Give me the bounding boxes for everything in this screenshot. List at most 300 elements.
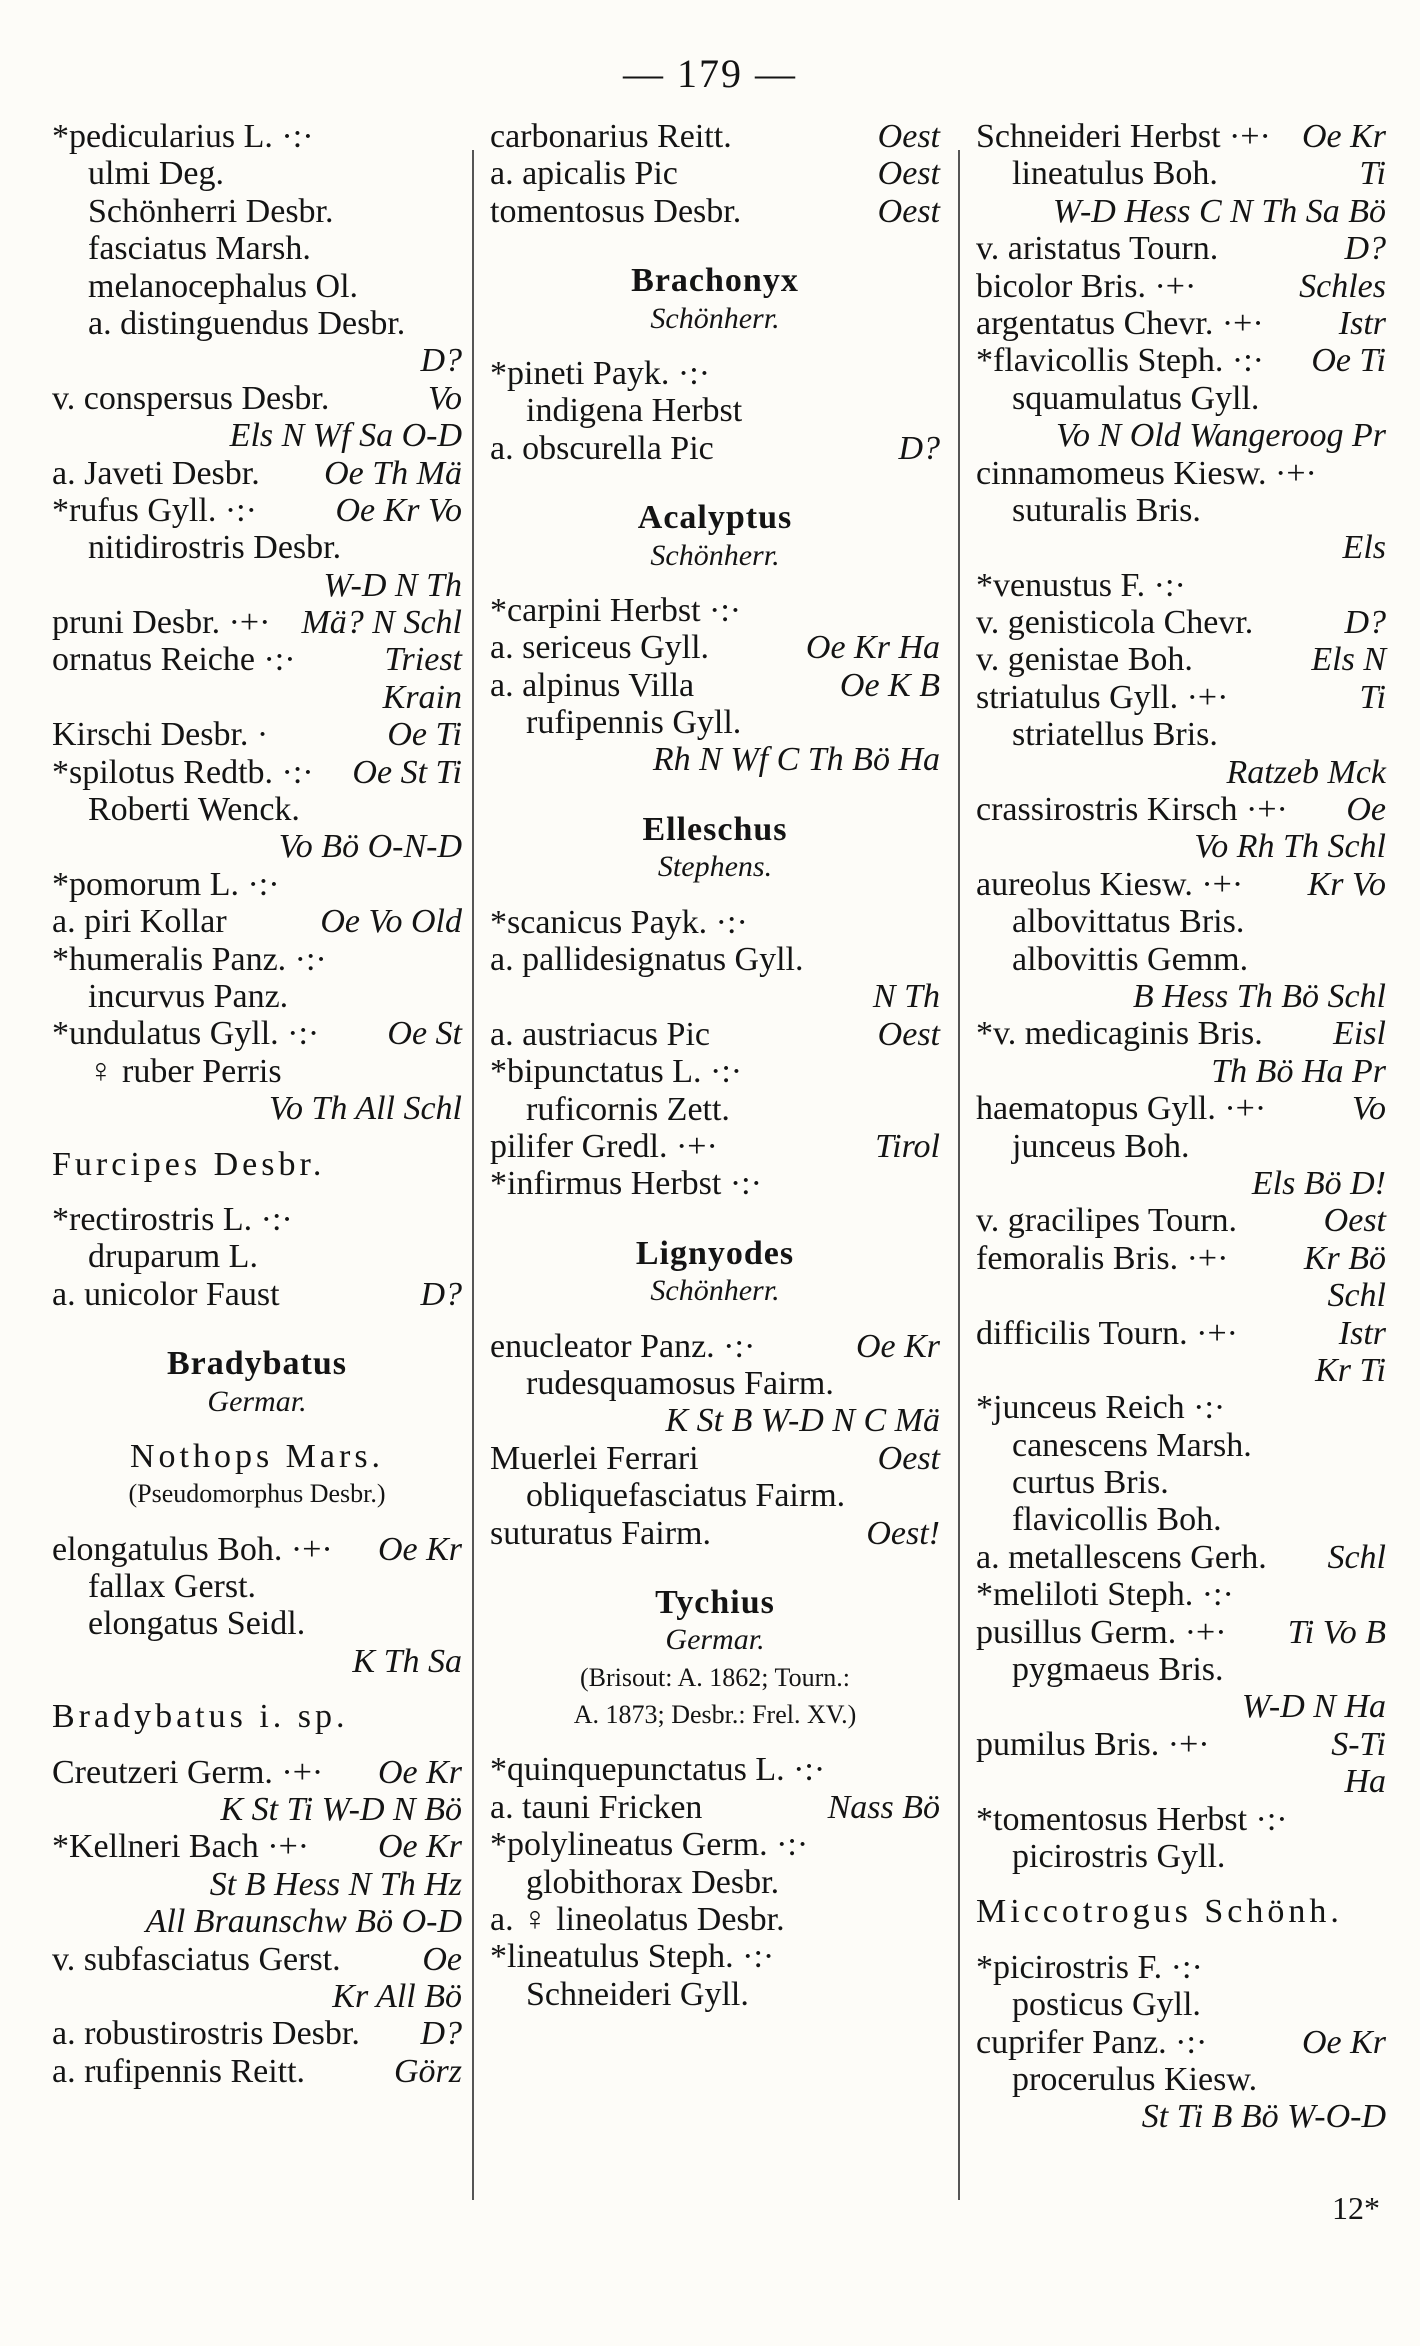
distribution-code: Oe Kr <box>377 1530 462 1568</box>
genus-author <box>490 537 940 574</box>
species-entry <box>490 592 940 629</box>
subgenus-heading <box>52 1438 462 1475</box>
distribution-code: Istr <box>1338 304 1386 342</box>
spacer <box>490 886 940 904</box>
genus-heading <box>52 1345 462 1382</box>
species-entry <box>976 1576 1386 1613</box>
species-entry <box>52 604 462 641</box>
line-text: cinnamomeus Kiesw. ·+· <box>976 454 1317 492</box>
line-text: junceus Boh. <box>1012 1127 1190 1165</box>
species-entry <box>490 355 940 392</box>
species-entry <box>976 941 1386 978</box>
species-entry <box>490 430 940 467</box>
species-entry <box>976 1838 1386 1875</box>
line-text: suturalis Bris. <box>1012 491 1201 529</box>
line-text: *bipunctatus L. ·:· <box>490 1053 743 1091</box>
species-entry <box>976 455 1386 492</box>
species-entry <box>976 268 1386 305</box>
line-text: a. tauni Fricken <box>490 1788 703 1826</box>
species-entry <box>490 941 940 978</box>
distribution-code: Mä? N Schl <box>301 604 462 642</box>
line-text: Germar. <box>207 1384 307 1418</box>
line-text: Rh N Wf C Th Bö Ha <box>652 741 940 779</box>
species-entry <box>976 1464 1386 1501</box>
line-text: posticus Gyll. <box>1012 1986 1201 2024</box>
spacer <box>52 1128 462 1146</box>
distribution-line <box>976 193 1386 230</box>
distribution-code: Schles <box>1299 267 1386 305</box>
species-entry <box>52 754 462 791</box>
distribution-line <box>976 1763 1386 1800</box>
line-text: a. austriacus Pic <box>490 1015 710 1053</box>
species-entry <box>976 1949 1386 1986</box>
species-entry <box>490 1365 940 1402</box>
subgenus-heading <box>976 1893 1386 1930</box>
line-text: obliquefasciatus Fairm. <box>526 1477 846 1515</box>
line-text: St Ti B Bö W-O-D <box>1141 2098 1386 2136</box>
species-entry <box>976 866 1386 903</box>
line-text: *flavicollis Steph. ·:· <box>976 342 1265 380</box>
line-text: Kirschi Desbr. · <box>52 716 269 754</box>
species-entry <box>976 342 1386 379</box>
line-text: cuprifer Panz. ·:· <box>976 2023 1208 2061</box>
line-text: Els <box>1342 529 1386 567</box>
line-text: Schneideri Herbst ·+· <box>976 118 1271 155</box>
line-text: Vo Rh Th Schl <box>1194 828 1386 866</box>
distribution-code: Eisl <box>1333 1015 1386 1053</box>
line-text: Nothops Mars. <box>129 1437 385 1475</box>
line-text: carbonarius Reitt. <box>490 118 732 155</box>
distribution-code: Oe Kr Vo <box>335 491 462 529</box>
species-entry <box>490 1789 940 1826</box>
species-entry <box>490 155 940 192</box>
species-entry <box>490 704 940 741</box>
line-text: *pineti Payk. ·:· <box>490 354 711 392</box>
species-entry <box>490 1165 940 1202</box>
line-text: *lineatulus Steph. ·:· <box>490 1938 775 1976</box>
species-entry <box>52 978 462 1015</box>
line-text: ornatus Reiche ·:· <box>52 641 296 679</box>
distribution-code: D? <box>420 1275 462 1313</box>
spacer <box>976 1931 1386 1949</box>
line-text: a. sericeus Gyll. <box>490 629 710 667</box>
species-entry <box>52 1201 462 1238</box>
line-text: pusillus Germ. ·+· <box>976 1613 1227 1651</box>
distribution-code: Oe Ti <box>1311 342 1386 380</box>
species-entry <box>976 1539 1386 1576</box>
line-text: Stephens. <box>657 850 773 884</box>
subgenus-heading <box>52 1146 462 1183</box>
line-text: argentatus Chevr. ·+· <box>976 304 1264 342</box>
species-entry <box>52 1754 462 1791</box>
genus-heading <box>490 1235 940 1272</box>
line-text: pruni Desbr. ·+· <box>52 604 271 642</box>
genus-heading <box>490 262 940 299</box>
distribution-line <box>52 1643 462 1680</box>
line-text: K St Ti W-D N Bö <box>220 1791 462 1829</box>
line-text: *meliloti Steph. ·:· <box>976 1576 1234 1614</box>
distribution-code: Oe Kr <box>1301 2023 1386 2061</box>
distribution-line <box>976 1277 1386 1314</box>
distribution-code: Oe <box>422 1940 462 1978</box>
line-text: v. conspersus Desbr. <box>52 379 330 417</box>
species-entry <box>490 1751 940 1788</box>
distribution-code: Oest <box>877 1015 940 1053</box>
genus-heading <box>490 499 940 536</box>
spacer <box>490 1733 940 1751</box>
species-entry <box>490 1515 940 1552</box>
distribution-line <box>976 2098 1386 2135</box>
species-entry <box>976 155 1386 192</box>
line-text: striatulus Gyll. ·+· <box>976 678 1229 716</box>
synonym-note <box>52 1475 462 1512</box>
distribution-line <box>976 1053 1386 1090</box>
line-text: globithorax Desbr. <box>526 1863 780 1901</box>
distribution-line <box>976 1165 1386 1202</box>
species-entry <box>490 1864 940 1901</box>
distribution-line <box>52 1978 462 2015</box>
line-text: Vo Th All Schl <box>269 1090 462 1128</box>
line-text: v. aristatus Tourn. <box>976 230 1219 268</box>
spacer <box>490 230 940 248</box>
distribution-code: Oe Ti <box>387 716 462 754</box>
species-entry <box>52 193 462 230</box>
line-text: *quinquepunctatus L. ·:· <box>490 1751 826 1789</box>
species-entry <box>490 392 940 429</box>
spacer <box>490 779 940 797</box>
species-entry <box>52 118 462 155</box>
species-entry <box>976 1726 1386 1763</box>
distribution-code: Oest <box>877 118 940 155</box>
species-entry <box>52 1053 462 1090</box>
spacer <box>52 1736 462 1754</box>
distribution-code: Kr Vo <box>1307 865 1386 903</box>
species-entry <box>976 903 1386 940</box>
spacer <box>490 337 940 355</box>
distribution-code: Vo <box>1352 1090 1386 1128</box>
line-text: a. unicolor Faust <box>52 1275 280 1313</box>
line-text: Furcipes Desbr. <box>52 1145 326 1183</box>
line-text: Schönherri Desbr. <box>88 192 334 230</box>
species-entry <box>490 1938 940 1975</box>
line-text: picirostris Gyll. <box>1012 1837 1226 1875</box>
species-entry <box>490 1826 940 1863</box>
species-entry <box>52 1531 462 1568</box>
line-text: a. Javeti Desbr. <box>52 454 260 492</box>
species-entry <box>976 1501 1386 1538</box>
species-entry <box>490 1328 940 1365</box>
species-entry <box>976 1090 1386 1127</box>
distribution-line <box>52 1090 462 1127</box>
line-text: crassirostris Kirsch ·+· <box>976 791 1288 829</box>
species-entry <box>976 1015 1386 1052</box>
line-text: Miccotrogus Schönh. <box>976 1893 1343 1931</box>
spacer <box>52 1680 462 1698</box>
species-entry <box>976 1389 1386 1426</box>
line-text: Ratzeb Mck <box>1226 753 1386 791</box>
species-entry <box>490 1091 940 1128</box>
line-text: incurvus Panz. <box>88 977 289 1015</box>
distribution-code: Nass Bö <box>827 1788 940 1826</box>
distribution-code: Ti <box>1359 678 1386 716</box>
distribution-code: Oest <box>877 192 940 230</box>
line-text: (Pseudomorphus Desbr.) <box>128 1479 386 1509</box>
species-entry <box>52 155 462 192</box>
distribution-code: Triest <box>384 641 462 679</box>
species-entry <box>976 1240 1386 1277</box>
distribution-code: Oe St <box>387 1015 462 1053</box>
line-text: Schneideri Gyll. <box>526 1975 749 2013</box>
line-text: Krain <box>382 678 462 716</box>
distribution-code: Oest! <box>866 1514 940 1552</box>
distribution-line <box>976 978 1386 1015</box>
species-entry <box>490 1477 940 1514</box>
species-entry <box>52 1015 462 1052</box>
distribution-code: Oest <box>877 1439 940 1477</box>
line-text: Lignyodes <box>635 1234 795 1272</box>
species-entry <box>52 1941 462 1978</box>
line-text: Schönherr. <box>650 538 780 572</box>
line-text: melanocephalus Ol. <box>88 267 359 305</box>
species-entry <box>52 230 462 267</box>
species-entry <box>976 492 1386 529</box>
line-text: W-D N Ha <box>1241 1688 1386 1726</box>
distribution-code: Ti <box>1359 155 1386 193</box>
line-text: a. piri Kollar <box>52 903 227 941</box>
distribution-code: Oe Kr <box>377 1753 462 1791</box>
line-text: *v. medicaginis Bris. <box>976 1015 1263 1053</box>
species-entry <box>52 716 462 753</box>
genus-author <box>490 1621 940 1658</box>
distribution-line <box>976 529 1386 566</box>
distribution-code: Oe Kr <box>1301 118 1386 155</box>
species-entry <box>976 716 1386 753</box>
line-text: difficilis Tourn. ·+· <box>976 1314 1239 1352</box>
line-text: procerulus Kiesw. <box>1012 2060 1258 2098</box>
distribution-code: Ti Vo B <box>1287 1613 1386 1651</box>
line-text: ruficornis Zett. <box>526 1090 730 1128</box>
species-entry <box>976 1614 1386 1651</box>
line-text: Th Bö Ha Pr <box>1211 1052 1386 1090</box>
species-entry <box>490 1976 940 2013</box>
distribution-code: Oe Th Mä <box>324 454 462 492</box>
species-entry <box>490 1016 940 1053</box>
line-text: Vo N Old Wangeroog Pr <box>1056 417 1386 455</box>
distribution-code: Tirol <box>875 1127 940 1165</box>
line-text: N Th <box>872 978 940 1016</box>
line-text: a. pallidesignatus Gyll. <box>490 941 804 979</box>
species-entry <box>52 903 462 940</box>
line-text: B Hess Th Bö Schl <box>1132 977 1386 1015</box>
line-text: a. alpinus Villa <box>490 666 695 704</box>
line-text: ♀ ruber Perris <box>88 1052 282 1090</box>
distribution-code: Oe St Ti <box>352 753 462 791</box>
line-text: Els N Wf Sa O-D <box>229 417 462 455</box>
species-entry <box>490 118 940 155</box>
line-text: *Kellneri Bach ·+· <box>52 1828 310 1866</box>
line-text: *tomentosus Herbst ·:· <box>976 1800 1288 1838</box>
line-text: A. 1873; Desbr.: Frel. XV.) <box>573 1700 857 1730</box>
distribution-code: Oe Vo Old <box>320 903 462 941</box>
line-text: a. obscurella Pic <box>490 429 714 467</box>
column-divider <box>472 150 474 2200</box>
distribution-code: S-Ti <box>1331 1725 1386 1763</box>
species-entry <box>490 1440 940 1477</box>
line-text: *infirmus Herbst ·:· <box>490 1165 762 1203</box>
spacer <box>976 1875 1386 1893</box>
line-text: W-D Hess C N Th Sa Bö <box>1052 192 1386 230</box>
line-text: *rectirostris L. ·:· <box>52 1200 293 1238</box>
species-entry <box>52 866 462 903</box>
distribution-code: D? <box>898 429 940 467</box>
text-column-middle <box>490 118 940 2013</box>
species-entry <box>976 1315 1386 1352</box>
line-text: v. genisticola Chevr. <box>976 604 1254 642</box>
line-text: *spilotus Redtb. ·:· <box>52 753 314 791</box>
distribution-code: Görz <box>393 2052 462 2090</box>
line-text: v. gracilipes Tourn. <box>976 1202 1238 1240</box>
line-text: *picirostris F. ·:· <box>976 1948 1203 1986</box>
species-entry <box>976 230 1386 267</box>
distribution-line <box>52 1866 462 1903</box>
species-entry <box>490 904 940 941</box>
species-entry <box>976 1427 1386 1464</box>
line-text: (Brisout: A. 1862; Tourn.: <box>580 1662 850 1692</box>
species-entry <box>490 667 940 704</box>
species-entry <box>490 1128 940 1165</box>
line-text: K St B W-D N C Mä <box>665 1402 940 1440</box>
species-entry <box>976 791 1386 828</box>
species-entry <box>52 492 462 529</box>
species-entry <box>52 791 462 828</box>
distribution-code: Schl <box>1327 1538 1386 1576</box>
line-text: *rufus Gyll. ·:· <box>52 491 257 529</box>
species-entry <box>52 2015 462 2052</box>
line-text: *polylineatus Germ. ·:· <box>490 1826 809 1864</box>
spacer <box>52 1183 462 1201</box>
line-text: a. ♀ lineolatus Desbr. <box>490 1901 785 1939</box>
species-entry <box>976 1986 1386 2023</box>
line-text: a. apicalis Pic <box>490 155 678 193</box>
line-text: K Th Sa <box>352 1642 462 1680</box>
distribution-code: Vo <box>428 379 462 417</box>
line-text: Germar. <box>665 1623 765 1657</box>
line-text: a. rufipennis Reitt. <box>52 2052 306 2090</box>
distribution-line <box>976 1352 1386 1389</box>
species-entry <box>490 1901 940 1938</box>
line-text: bicolor Bris. ·+· <box>976 267 1197 305</box>
line-text: Schönherr. <box>650 301 780 335</box>
synonym-note <box>490 1696 940 1733</box>
species-entry <box>52 1605 462 1642</box>
subgenus-heading <box>52 1698 462 1735</box>
line-text: haematopus Gyll. ·+· <box>976 1090 1267 1128</box>
species-entry <box>976 641 1386 678</box>
line-text: lineatulus Boh. <box>1012 155 1218 193</box>
line-text: enucleator Panz. ·:· <box>490 1327 756 1365</box>
distribution-code: Oe Kr Ha <box>805 629 940 667</box>
distribution-code: Oest <box>877 155 940 193</box>
species-entry <box>976 2061 1386 2098</box>
line-text: Els Bö D! <box>1251 1164 1386 1202</box>
line-text: albovittatus Bris. <box>1012 903 1245 941</box>
species-entry <box>976 118 1386 155</box>
signature-mark: 12* <box>1332 2190 1380 2226</box>
distribution-code: Kr Bö <box>1303 1239 1386 1277</box>
species-entry <box>52 1238 462 1275</box>
distribution-line <box>52 1791 462 1828</box>
distribution-line <box>976 417 1386 454</box>
distribution-line <box>490 741 940 778</box>
distribution-code: D? <box>1344 604 1386 642</box>
line-text: canescens Marsh. <box>1012 1426 1252 1464</box>
distribution-line <box>52 342 462 379</box>
line-text: Acalyptus <box>637 499 793 537</box>
genus-heading <box>490 811 940 848</box>
line-text: a. metallescens Gerh. <box>976 1538 1267 1576</box>
genus-author <box>490 300 940 337</box>
genus-author <box>52 1383 462 1420</box>
line-text: suturatus Fairm. <box>490 1514 711 1552</box>
line-text: a. robustirostris Desbr. <box>52 2015 360 2053</box>
distribution-line <box>52 679 462 716</box>
species-entry <box>490 1053 940 1090</box>
line-text: *venustus F. ·:· <box>976 566 1186 604</box>
distribution-line <box>490 1402 940 1439</box>
species-entry <box>976 1128 1386 1165</box>
line-text: femoralis Bris. ·+· <box>976 1239 1229 1277</box>
line-text: Kr All Bö <box>332 1977 462 2015</box>
species-entry <box>976 380 1386 417</box>
distribution-line <box>490 978 940 1015</box>
distribution-line <box>52 567 462 604</box>
text-column-left <box>52 118 462 2090</box>
species-entry <box>976 679 1386 716</box>
spacer <box>490 574 940 592</box>
line-text: elongatulus Boh. ·+· <box>52 1530 333 1568</box>
distribution-code: Istr <box>1338 1314 1386 1352</box>
species-entry <box>52 1828 462 1865</box>
line-text: ulmi Deg. <box>88 155 224 193</box>
line-text: druparum L. <box>88 1238 258 1276</box>
species-entry <box>490 629 940 666</box>
line-text: curtus Bris. <box>1012 1464 1169 1502</box>
line-text: W-D N Th <box>323 566 462 604</box>
line-text: *carpini Herbst ·:· <box>490 591 742 629</box>
species-entry <box>52 268 462 305</box>
line-text: Muerlei Ferrari <box>490 1439 699 1477</box>
spacer <box>52 1420 462 1438</box>
distribution-line <box>976 1688 1386 1725</box>
distribution-code: Oe Kr <box>377 1828 462 1866</box>
line-text: a. distinguendus Desbr. <box>88 304 406 342</box>
genus-author <box>490 848 940 885</box>
line-text: Elleschus <box>642 810 788 848</box>
line-text: *undulatus Gyll. ·:· <box>52 1015 320 1053</box>
line-text: Ha <box>1344 1763 1386 1801</box>
species-entry <box>52 1568 462 1605</box>
line-text: *junceus Reich ·:· <box>976 1389 1226 1427</box>
spacer <box>490 1552 940 1570</box>
distribution-code: Oest <box>1323 1202 1386 1240</box>
species-entry <box>976 1801 1386 1838</box>
line-text: Vo Bö O-N-D <box>278 828 462 866</box>
line-text: aureolus Kiesw. ·+· <box>976 865 1244 903</box>
line-text: elongatus Seidl. <box>88 1605 306 1643</box>
line-text: striatellus Bris. <box>1012 716 1218 754</box>
line-text: pumilus Bris. ·+· <box>976 1725 1210 1763</box>
genus-heading <box>490 1584 940 1621</box>
